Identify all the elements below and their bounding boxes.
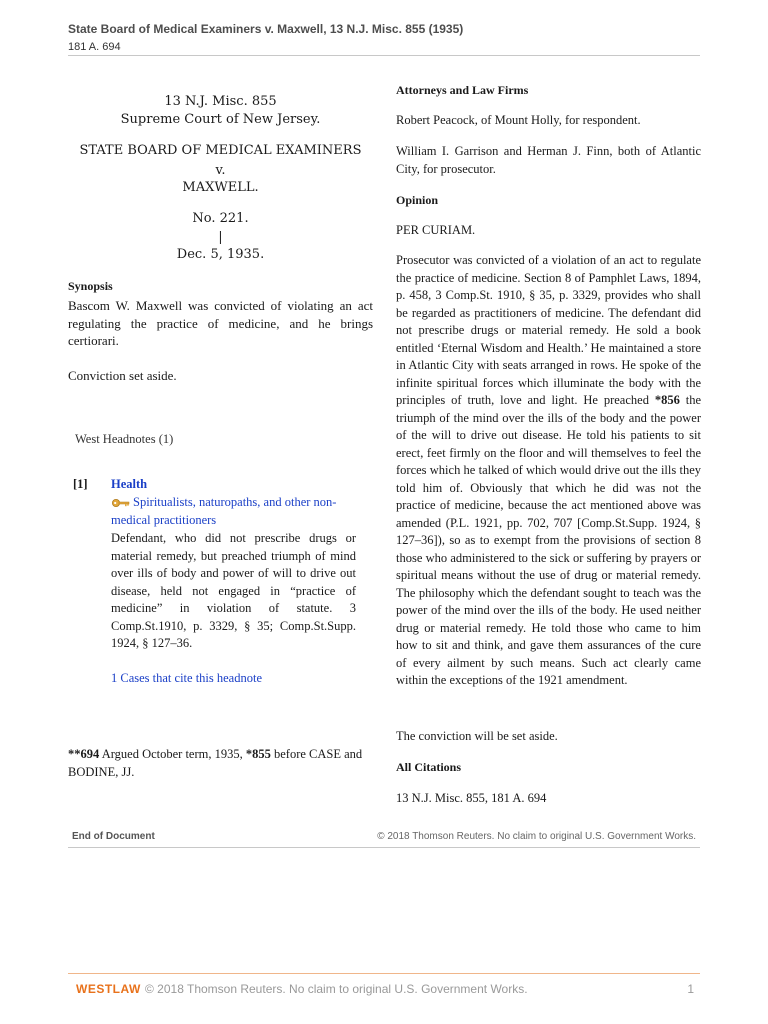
headnote-key-link[interactable] bbox=[111, 494, 371, 529]
opinion-text-a: Prosecutor was convicted of a violation of an act to regulate the practice of medicine. Section 8 of Pamphlet Laws, 1894, p. 458, 3 Comp.St. 1910, § 35, p. 3329, provides who shall be regarded as practitioners of medicine. The defendant did not prescribe drugs or material remedy. He sold a book entitled ‘Eternal Wisdom and Health.’ He maintained a store in Atlantic City with seats arranged in rows. He spoke of the infinite spiritual forces which illuminate the body with the principles of truth, love and light. He preached bbox=[396, 253, 701, 407]
page-number: 1 bbox=[687, 982, 694, 996]
star-page-855: *855 bbox=[245, 747, 271, 761]
opinion-text-b: the triumph of the mind over the ills of the body and the power of the will to drive out disease. He told his patients to sit erect, feet firmly on the floor and will themselves to feel the forces which he talked of which would drive out the ills they told him of. Obviously that which he did was not the practice of medicine, because the act mentioned above was amended (P.L. 1921, pp. 702, 707 [Comp.St.Supp. 1924, § 127–36]), so as to exempt from the provisions of section 8 those who administered to the sick or suffering by prayers or spiritual means without the use of drug or material remedy. The philosophy which the defendant sought to teach was the power of the mind over the ills of the body. He used neither drug or material remedy. He told those who came to him how to sit and think, and gave them assurances of the cure of every ailment by such means. Such act clearly came within the exceptions of the 1921 amendment. bbox=[396, 393, 702, 687]
caption-party-1: STATE BOARD OF MEDICAL EXAMINERS bbox=[79, 143, 362, 158]
star-page-856: *856 bbox=[654, 393, 680, 407]
caption-date: Dec. 5, 1935. bbox=[176, 247, 265, 262]
headnote-text: Defendant, who did not prescribe drugs or material remedy, but preached triumph of mind over ills of body and power of will to drive out disease, held not engaged in “practice of medicine” in violation of statute. 3 Comp.St.1910, p. 3329, § 35; Comp.St.Supp. 1924, § 127–36. bbox=[111, 531, 356, 650]
headnote-key-label: Spiritualists, naturopaths, and other non-medical practitioners bbox=[111, 495, 337, 527]
synopsis-heading: Synopsis bbox=[68, 279, 113, 293]
argued-text-2: before CASE and BODINE, JJ. bbox=[68, 747, 363, 779]
argued-text-1: Argued October term, 1935, bbox=[101, 747, 243, 761]
parallel-citation: 181 A. 694 bbox=[68, 41, 121, 53]
headnote-topic-link[interactable]: Health bbox=[111, 477, 148, 491]
document-title: State Board of Medical Examiners v. Maxwell, 13 N.J. Misc. 855 (1935) bbox=[68, 22, 464, 36]
caption-separator: | bbox=[218, 230, 223, 245]
argued-line bbox=[68, 746, 373, 781]
caption-court: Supreme Court of New Jersey. bbox=[120, 112, 321, 127]
synopsis-text: Bascom W. Maxwell was convicted of violating an act regulating the practice of medicine, and he brings certiorari. bbox=[68, 298, 373, 348]
attorneys-heading: Attorneys and Law Firms bbox=[396, 83, 529, 97]
westlaw-logo: WESTLAW bbox=[76, 982, 141, 996]
header-divider bbox=[68, 55, 700, 56]
headnote-number[interactable]: [1] bbox=[73, 477, 88, 491]
key-icon bbox=[111, 498, 130, 508]
cases-citing-link[interactable]: 1 Cases that cite this headnote bbox=[111, 671, 263, 685]
synopsis-result: Conviction set aside. bbox=[68, 368, 177, 383]
caption-reporter: 13 N.J. Misc. 855 bbox=[164, 94, 277, 109]
caption-party-2: MAXWELL. bbox=[182, 180, 259, 195]
star-page-694: **694 bbox=[68, 747, 100, 761]
caption-docket: No. 221. bbox=[192, 211, 249, 226]
footer-divider bbox=[68, 847, 700, 848]
opinion-conclusion: The conviction will be set aside. bbox=[396, 729, 558, 743]
per-curiam: PER CURIAM. bbox=[396, 223, 476, 237]
all-citations-heading: All Citations bbox=[396, 760, 462, 774]
opinion-paragraph bbox=[396, 252, 701, 690]
footer-copyright: © 2018 Thomson Reuters. No claim to original U.S. Government Works. bbox=[377, 831, 696, 842]
caption-versus: v. bbox=[215, 163, 226, 178]
bottom-copyright: © 2018 Thomson Reuters. No claim to original U.S. Government Works. bbox=[145, 982, 528, 996]
all-citations-text: 13 N.J. Misc. 855, 181 A. 694 bbox=[396, 791, 547, 805]
bottom-divider bbox=[68, 973, 700, 974]
west-headnotes-title: West Headnotes (1) bbox=[75, 432, 174, 446]
attorney-prosecutor: William I. Garrison and Herman J. Finn, both of Atlantic City, for prosecutor. bbox=[396, 144, 701, 176]
end-of-document: End of Document bbox=[72, 831, 155, 842]
opinion-heading: Opinion bbox=[396, 193, 439, 207]
attorney-respondent: Robert Peacock, of Mount Holly, for respondent. bbox=[396, 113, 641, 127]
